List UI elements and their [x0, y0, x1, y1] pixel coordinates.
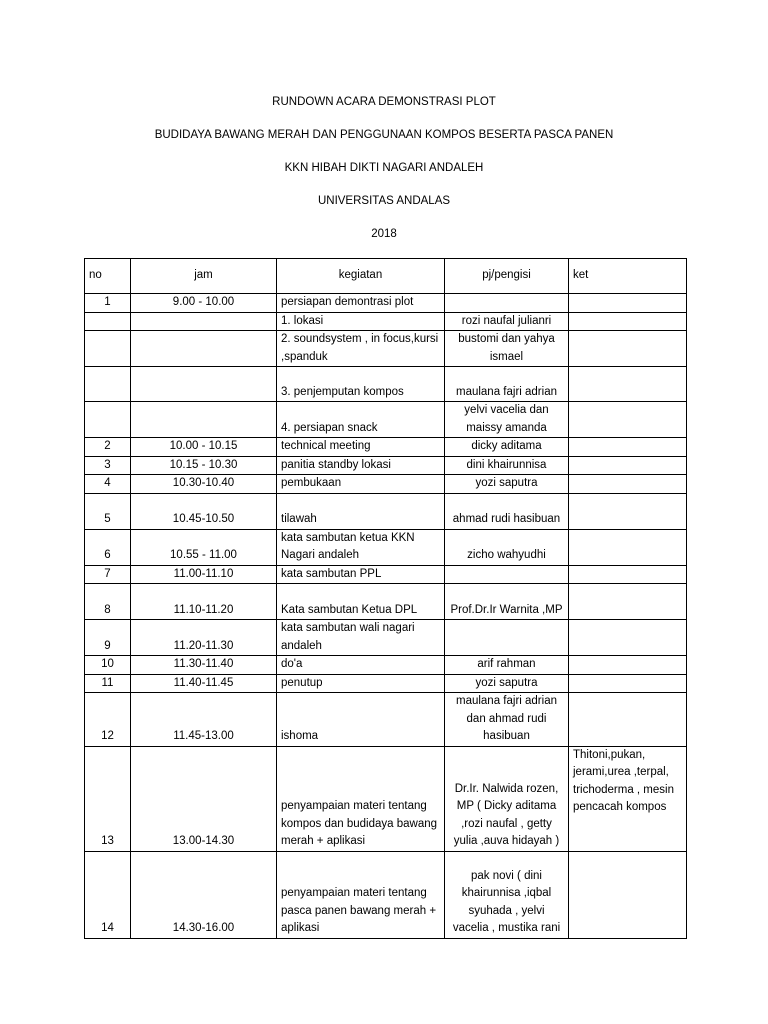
cell-ket — [569, 456, 687, 475]
column-header-kegiatan: kegiatan — [277, 259, 445, 294]
cell-ket — [569, 402, 687, 438]
cell-ket — [569, 693, 687, 747]
cell-jam: 10.30-10.40 — [131, 475, 277, 494]
table-row — [85, 312, 687, 331]
cell-kegiatan: kata sambutan ketua KKN Nagari andaleh — [277, 529, 445, 565]
cell-pj: bustomi dan yahya ismael — [445, 331, 569, 367]
cell-ket — [569, 312, 687, 331]
cell-kegiatan: tilawah — [277, 493, 445, 529]
table-row — [85, 656, 687, 675]
cell-no: 14 — [85, 851, 131, 938]
table-row — [85, 565, 687, 584]
cell-pj: rozi naufal julianri — [445, 312, 569, 331]
cell-ket — [569, 438, 687, 457]
table-row — [85, 693, 687, 747]
cell-pj: yelvi vacelia dan maissy amanda — [445, 402, 569, 438]
title-line-5: 2018 — [371, 228, 397, 240]
table-row — [85, 529, 687, 565]
cell-jam: 14.30-16.00 — [131, 851, 277, 938]
cell-no: 12 — [85, 693, 131, 747]
cell-kegiatan: kata sambutan PPL — [277, 565, 445, 584]
table-row — [85, 294, 687, 313]
cell-pj: zicho wahyudhi — [445, 529, 569, 565]
cell-jam: 13.00-14.30 — [131, 746, 277, 851]
table-row — [85, 674, 687, 693]
cell-no: 8 — [85, 584, 131, 620]
cell-pj: Prof.Dr.Ir Warnita ,MP — [445, 584, 569, 620]
cell-pj — [445, 294, 569, 313]
cell-no: 1 — [85, 294, 131, 313]
cell-pj — [445, 620, 569, 656]
cell-kegiatan: panitia standby lokasi — [277, 456, 445, 475]
cell-kegiatan: Kata sambutan Ketua DPL — [277, 584, 445, 620]
cell-kegiatan: ishoma — [277, 693, 445, 747]
table-row — [85, 438, 687, 457]
cell-kegiatan: penyampaian materi tentang pasca panen bawang merah + aplikasi — [277, 851, 445, 938]
cell-jam: 10.55 - 11.00 — [131, 529, 277, 565]
cell-ket — [569, 584, 687, 620]
cell-jam: 11.20-11.30 — [131, 620, 277, 656]
cell-kegiatan: penutup — [277, 674, 445, 693]
cell-no: 7 — [85, 565, 131, 584]
title-line-1: RUNDOWN ACARA DEMONSTRASI PLOT — [272, 96, 496, 108]
cell-pj: yozi saputra — [445, 674, 569, 693]
cell-no: 9 — [85, 620, 131, 656]
cell-jam — [131, 312, 277, 331]
table-row — [85, 746, 687, 851]
cell-ket — [569, 475, 687, 494]
cell-jam: 11.45-13.00 — [131, 693, 277, 747]
column-header-no: no — [85, 259, 131, 294]
cell-no: 4 — [85, 475, 131, 494]
cell-no — [85, 402, 131, 438]
cell-ket — [569, 674, 687, 693]
cell-no: 6 — [85, 529, 131, 565]
cell-pj: maulana fajri adrian dan ahmad rudi hasibuan — [445, 693, 569, 747]
table-row — [85, 493, 687, 529]
cell-ket — [569, 656, 687, 675]
cell-kegiatan: do'a — [277, 656, 445, 675]
cell-jam — [131, 402, 277, 438]
cell-jam: 11.10-11.20 — [131, 584, 277, 620]
cell-kegiatan: penyampaian materi tentang kompos dan budidaya bawang merah + aplikasi — [277, 746, 445, 851]
cell-ket — [569, 331, 687, 367]
column-header-jam: jam — [131, 259, 277, 294]
cell-jam — [131, 367, 277, 402]
cell-pj: arif rahman — [445, 656, 569, 675]
cell-kegiatan: persiapan demontrasi plot — [277, 294, 445, 313]
cell-ket — [569, 493, 687, 529]
table-row — [85, 851, 687, 938]
cell-jam: 10.15 - 10.30 — [131, 456, 277, 475]
column-header-pj: pj/pengisi — [445, 259, 569, 294]
cell-no: 11 — [85, 674, 131, 693]
cell-kegiatan: pembukaan — [277, 475, 445, 494]
cell-no: 10 — [85, 656, 131, 675]
cell-ket — [569, 529, 687, 565]
table-row — [85, 367, 687, 402]
cell-kegiatan: 3. penjemputan kompos — [277, 367, 445, 402]
title-line-4: UNIVERSITAS ANDALAS — [317, 195, 451, 207]
cell-ket: Thitoni,pukan, jerami,urea ,terpal, trichoderma , mesin pencacah kompos — [569, 746, 687, 851]
cell-pj: Dr.Ir. Nalwida rozen, MP ( Dicky aditama ,rozi naufal , getty yulia ,auva hidayah ) — [445, 746, 569, 851]
cell-kegiatan: 4. persiapan snack — [277, 402, 445, 438]
table-row — [85, 331, 687, 367]
cell-jam: 10.00 - 10.15 — [131, 438, 277, 457]
cell-kegiatan: kata sambutan wali nagari andaleh — [277, 620, 445, 656]
cell-no — [85, 331, 131, 367]
cell-pj — [445, 565, 569, 584]
cell-kegiatan: technical meeting — [277, 438, 445, 457]
cell-pj: yozi saputra — [445, 475, 569, 494]
cell-ket — [569, 620, 687, 656]
cell-jam: 11.00-11.10 — [131, 565, 277, 584]
cell-jam: 11.40-11.45 — [131, 674, 277, 693]
cell-jam: 11.30-11.40 — [131, 656, 277, 675]
cell-jam: 9.00 - 10.00 — [131, 294, 277, 313]
cell-no: 3 — [85, 456, 131, 475]
document-header — [0, 93, 768, 258]
table-row — [85, 620, 687, 656]
title-line-2: BUDIDAYA BAWANG MERAH DAN PENGGUNAAN KOMPOS BESERTA PASCA PANEN — [154, 129, 614, 141]
title-line-3: KKN HIBAH DIKTI NAGARI ANDALEH — [284, 162, 484, 174]
table-header-row — [85, 259, 687, 294]
cell-no — [85, 312, 131, 331]
table-row — [85, 475, 687, 494]
cell-pj: dini khairunnisa — [445, 456, 569, 475]
cell-ket — [569, 565, 687, 584]
cell-ket — [569, 294, 687, 313]
cell-jam — [131, 331, 277, 367]
cell-ket — [569, 851, 687, 938]
rundown-table — [84, 258, 687, 939]
column-header-ket: ket — [569, 259, 687, 294]
cell-no: 5 — [85, 493, 131, 529]
cell-no: 13 — [85, 746, 131, 851]
cell-ket — [569, 367, 687, 402]
cell-jam: 10.45-10.50 — [131, 493, 277, 529]
table-row — [85, 402, 687, 438]
table-row — [85, 584, 687, 620]
cell-kegiatan: 1. lokasi — [277, 312, 445, 331]
cell-no — [85, 367, 131, 402]
cell-pj: pak novi ( dini khairunnisa ,iqbal syuhada , yelvi vacelia , mustika rani — [445, 851, 569, 938]
cell-kegiatan: 2. soundsystem , in focus,kursi ,spanduk — [277, 331, 445, 367]
table-row — [85, 456, 687, 475]
cell-pj: maulana fajri adrian — [445, 367, 569, 402]
cell-no: 2 — [85, 438, 131, 457]
cell-pj: dicky aditama — [445, 438, 569, 457]
cell-pj: ahmad rudi hasibuan — [445, 493, 569, 529]
